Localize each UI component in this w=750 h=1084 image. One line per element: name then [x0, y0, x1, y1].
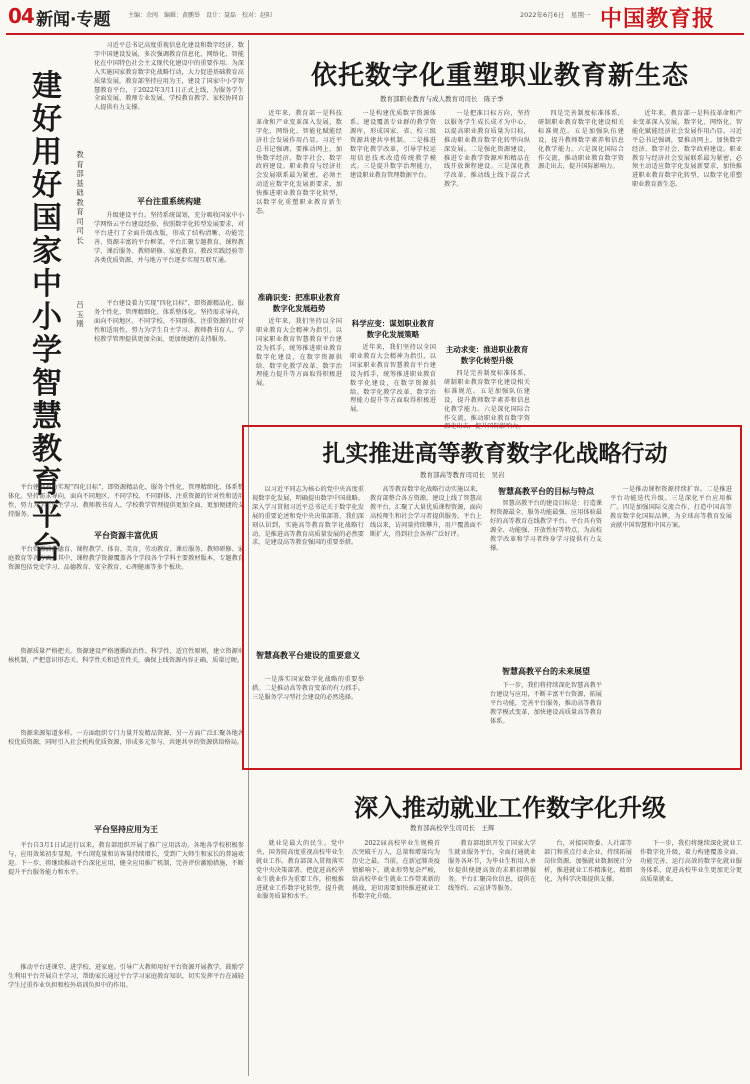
article1-para: 平台资源涵盖德育、课程教学、体育、美育、劳动教育、课后服务、教师研修、家庭教育等各方面。其中，课程教学资源覆盖各个学段各个学科主要教材版本，专题教育资源包括党史学习、品德教育、安全教育、心理健康等多个板块。 [8, 546, 244, 571]
article1-para: 平台自3月1日试运行以来，教育部组织开展了推广应用活动，各地各学校积极参与，应用效果初步显现。平台浏览量和访客量持续增长，受到广大师生和家长的普遍欢迎。下一步，将继续推动平台深化应用，健全应用推广机制，完善评价激励措施，不断提升平台服务能力和水平。 [8, 842, 244, 876]
article3-col: 以习近平同志为核心的党中央高度重视数字化发展，明确提出数字中国战略。深入学习贯彻习近平总书记关于数字化发展的重要论述和党中央决策部署，我们深刻认识到，实施高等教育数字化战略行动，是推进高等教育高质量发展的必然要求，是建设高等教育强国的重要举措。 [252, 486, 364, 547]
newspaper-masthead: 中国教育报 [600, 6, 716, 32]
article3-title: 扎实推进高等教育数字化战略行动 [322, 441, 668, 467]
article4-col: 下一步，我们将继续深化就业工作数字化升级，着力构建覆盖全面、功能完善、运行高效的数字化就业服务体系，促进高校毕业生更加充分更高质量就业。 [640, 840, 742, 883]
article3-col: 智慧高教平台的建设目标是：打造课程资源最全、服务功能最强、应用体验最好的高等教育在线教学平台。平台具有资源全、功能强、开放性好等特点，为高校教学改革和学习者终身学习提供有力支撑。 [490, 500, 602, 552]
article3-col: 高等教育数字化战略行动实施以来，教育部整合各方资源，建设上线了智慧高教平台，汇聚了大量优质课程资源，面向高校师生和社会学习者提供服务。平台上线以来，访问量持续攀升，用户覆盖面不断扩大，得到社会各界广泛好评。 [370, 486, 482, 538]
article1-subhead: 平台资源丰富优质 [94, 530, 158, 540]
article4-col: 台，对接国资委、人社部等部门和重点行业企业，持续拓展岗位资源。加强就业数据统计分析，推进就业工作精准化、精细化，为科学决策提供支撑。 [544, 840, 632, 883]
article4-col: 教育部组织开发了国家大学生就业服务平台，全面打通就业服务各环节，为毕业生和用人单位提供便捷高效的求职招聘服务。平台汇聚岗位信息，提供在线签约、云宣讲等服务。 [448, 840, 536, 892]
editorial-credits: 主编：余闯 编辑：黄鹏举 设计：聂磊 校对：赵阳 [128, 12, 273, 19]
article2-subhead: 准确识变：把准职业教育数字化发展趋势 [257, 293, 341, 313]
article1-para: 平台建设着力实现“四化目标”，即资源精品化、服务个性化、管理精细化、体系整体化。坚持需求导向，面向不同地区、不同学校、不同群体，注重资源的针对性和适用性，努力为学生自主学习、教师教书育人、学校教学管理提供更加全面、更加便捷的支持服务。 [8, 484, 244, 518]
page-number: 04 [8, 4, 34, 28]
article1-para: 习近平总书记高度重视信息化建设和数字经济、数字中国建设发展，多次强调教育信息化、网络化、智能化在中国特色社会主义现代化建设中的重要作用。为深入实施国家教育数字化战略行动，大力促进基础教育高质量发展，教育部坚持应用为王，建设了国家中小学智慧教育平台，于2022年3月1日正式上线，为服务学生全面发展、教师专业发展、学校教育教学、家校协同育人提供有力支撑。 [94, 42, 244, 112]
article2-col: 四是完善制度标准体系，研制职业教育数字化建设相关标准规范。五是加强队伍建设，提升教师数字素养和信息化教学能力。六是深化国际合作交流，推动职业教育数字资源走出去，提升国际影响力。 [538, 110, 624, 171]
article2-subhead: 科学应变：谋划职业教育数字化发展策略 [351, 319, 435, 339]
article2-col: 一是把准目标方向，坚持以服务学生成长成才为中心，以提高职业教育质量为目标，推动职业教育数字化转型向纵深发展。二是强化资源建设，推进专业教学资源库和精品在线开放课程建设。三是深化教学改革，推动线上线下混合式教学。 [444, 110, 530, 189]
article1-byline-role: 教育部基础教育司司长 [76, 150, 84, 245]
article1-subhead: 平台坚持应用为王 [94, 824, 158, 834]
article3-byline: 教育部高等教育司司长 吴岩 [420, 471, 505, 479]
article4-col: 2022届高校毕业生规模首次突破千万人，总量和增量均为历史之最。当前，在新冠肺炎疫情影响下，就业形势复杂严峻，给高校毕业生就业工作带来新的挑战，迫切需要加快推进就业工作数字化升级。 [352, 840, 440, 901]
article1-headline: 建好用好国家中小学智慧教育平台 [32, 69, 62, 566]
article3-col: 一是落实国家数字化战略的重要举措。二是推动高等教育变革的有力抓手。三是服务学习型社会建设的必然选择。 [252, 676, 364, 701]
article3-col: 下一步，我们将持续深化智慧高教平台建设与应用，不断丰富平台资源，拓展平台功能，完善平台服务，推动高等教育教学模式变革，加快建设高质量高等教育体系。 [490, 682, 602, 725]
header-rule [6, 33, 744, 35]
section-name: 新闻·专题 [36, 10, 111, 30]
article1-para: 资源质量严格把关。资源建设严格遵循政治性、科学性、适宜性原则，建立资源审核机制，严把意识形态关、科学性关和适宜性关，确保上线资源内容正确、质量过硬。 [8, 648, 244, 664]
article2-col: 四是完善制度标准体系，研制职业教育数字化建设相关标准规范。五是加强队伍建设，提升教师数字素养和信息化教学能力。六是深化国际合作交流，推动职业教育数字资源走出去，提升国际影响力。 [444, 370, 530, 431]
article1-byline-name: 吕玉刚 [76, 300, 84, 328]
article2-subhead: 主动求变：推进职业教育数字化转型升级 [445, 345, 529, 365]
article3-subhead: 智慧高教平台的未来展望 [502, 666, 590, 676]
article2-col: 近年来，教育部一是科技革命和产业变革深入发展，数字化、网络化、智能化赋能经济社会发展作用凸显。习近平总书记强调，要推动网上、加快数字经济、数字社会、数字政府建设。职业教育与经济社会发展联系最为紧密，必须主动适应数字化发展新要求，加快推进职业教育数字化转型，以数字化重塑职业教育新生态。 [256, 110, 342, 215]
article2-col: 近年来，教育部一是科技革命和产业变革深入发展，数字化、网络化、智能化赋能经济社会发展作用凸显。习近平总书记强调，要推动网上、加快数字经济、数字社会、数字政府建设。职业教育与经济社会发展联系最为紧密，必须主动适应数字化发展新要求，加快推进职业教育数字化转型，以数字化重塑职业教育新生态。 [632, 110, 742, 189]
article4-title: 深入推动就业工作数字化升级 [354, 794, 666, 822]
article2-col: 近年来，我们坚持以全国职业教育大会精神为指引，以国家职业教育智慧教育平台建设为抓手，统筹推进职业教育数字化建设，在数字资源供给、数字化教学改革、数字治理能力提升等方面取得积极进展。 [256, 318, 342, 388]
article4-byline: 教育部高校学生司司长 王辉 [410, 824, 495, 832]
article1-para: 升级建设平台。坚持系统谋划，充分吸收国家中小学网络云平台建设经验，按照数字化转型发展要求，对平台进行了全面升级改版，形成了结构清晰、功能完善、资源丰富的平台框架。平台汇聚专题教育、课程教学、课后服务、教师研修、家庭教育、教改实践经验等各类优质资源，并与地方平台逐步实现互联互通。 [94, 212, 244, 264]
article1-subhead: 平台注重系统构建 [137, 196, 201, 206]
article1-para: 推动平台进课堂、进学校、进家庭。引导广大教师用好平台资源开展教学，鼓励学生利用平台开展自主学习，帮助家长通过平台学习家庭教育知识，切实发挥平台在减轻学生过重作业负担和校外培训负担中的作用。 [8, 964, 244, 989]
article3-col: 一是推动课程资源持续扩容。二是推进平台功能迭代升级。三是深化平台应用推广。四是加强国际交流合作，打造中国高等教育数字化国际品牌，为全球高等教育发展贡献中国智慧和中国方案。 [610, 486, 732, 529]
article4-col: 就业是最大的民生。党中央、国务院高度重视高校毕业生就业工作。教育部深入贯彻落实党中央决策部署，把促进高校毕业生就业作为重要工作，积极推进就业工作数字化转型，提升就业服务质量和水平。 [256, 840, 344, 901]
article2-byline: 教育部职业教育与成人教育司司长 陈子季 [380, 95, 504, 103]
article2-col: 近年来，我们坚持以全国职业教育大会精神为指引，以国家职业教育智慧教育平台建设为抓手，统筹推进职业教育数字化建设，在数字资源供给、数字化教学改革、数字治理能力提升等方面取得积极进展。 [350, 344, 436, 414]
article3-subhead: 智慧高教平台的目标与特点 [498, 486, 594, 496]
article2-col: 一是构建优质数字资源体系。建设覆盖专业群的教学资源库，形成国家、省、校三级资源共建共享机制。二是推进数字化教学改革，引导学校运用信息技术改造传统教学模式。三是提升数字治理能力，建设职业教育管理数据平台。 [350, 110, 436, 180]
article1-para: 资源来源渠道多样。一方面组织专门力量开发精品资源，另一方面广泛汇聚各地各校优质资源，同时引入社会机构优质资源，形成多元参与、共建共享的资源供给格局。 [8, 730, 244, 746]
issue-date: 2022年6月6日 星期一 [520, 11, 591, 19]
article2-title: 依托数字化重塑职业教育新生态 [310, 61, 689, 91]
article3-subhead: 智慧高教平台建设的重要意义 [256, 650, 360, 660]
article1-para: 平台建设着力实现“四化目标”，即资源精品化、服务个性化、管理精细化、体系整体化。坚持需求导向，面向不同地区、不同学校、不同群体，注重资源的针对性和适用性，努力为学生自主学习、教师教书育人、学校教学管理提供更加全面、更加便捷的支持服务。 [94, 300, 244, 343]
